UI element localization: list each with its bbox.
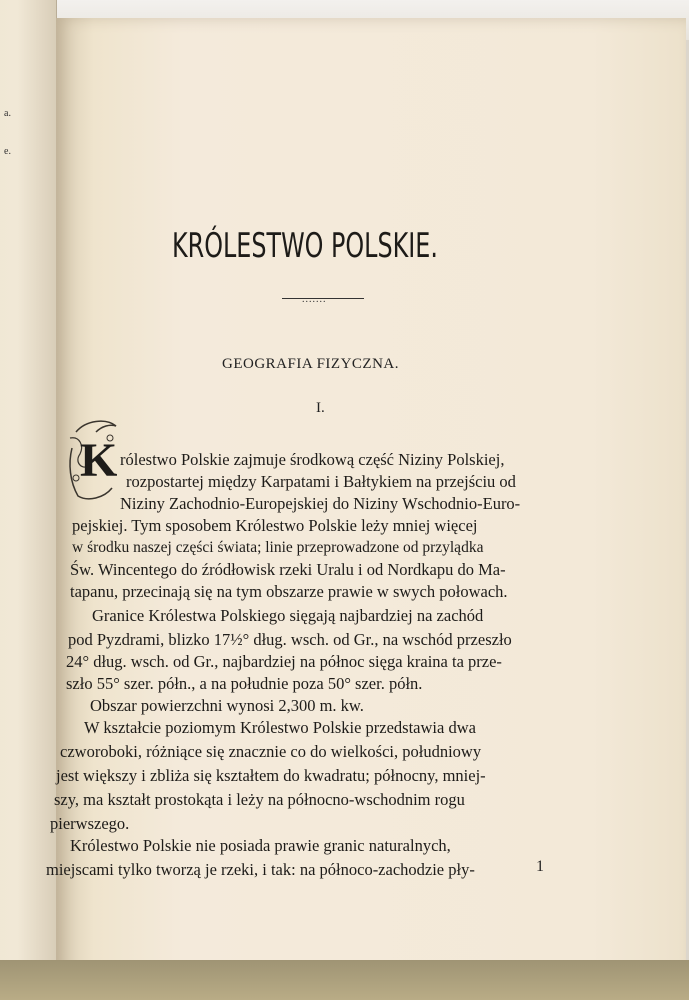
- chapter-number: I.: [316, 400, 325, 416]
- text-line: Królestwo Polskie nie posiada prawie granic naturalnych,: [70, 836, 451, 855]
- left-page-edge: [0, 0, 57, 1000]
- title-divider-dots: .......: [302, 294, 327, 305]
- left-page-mark: e.: [4, 146, 11, 157]
- left-page-mark: a.: [4, 108, 11, 119]
- text-line: miejscami tylko tworzą je rzeki, i tak: na północo-zachodzie pły-: [46, 860, 475, 879]
- text-line: pierwszego.: [50, 814, 130, 833]
- text-line: pejskiej. Tym sposobem Królestwo Polskie leży mniej więcej: [72, 516, 478, 535]
- text-line: jest większy i zbliża się kształtem do kwadratu; północny, mniej-: [56, 766, 486, 785]
- section-heading: GEOGRAFIA FIZYCZNA.: [222, 356, 400, 372]
- text-line: rozpostartej między Karpatami i Bałtykiem na przejściu od: [126, 472, 516, 491]
- text-line: szy, ma kształt prostokąta i leży na północno-wschodnim rogu: [54, 790, 465, 809]
- text-line: rólestwo Polskie zajmuje środkową część Niziny Polskiej,: [120, 450, 505, 469]
- book-cover-bottom: [0, 960, 689, 1000]
- text-line: szło 55° szer. półn., a na południe poza 50° szer. półn.: [66, 674, 423, 693]
- decorative-initial-letter: [66, 418, 120, 502]
- initial-letter: K: [80, 434, 118, 487]
- page-number: 1: [536, 858, 544, 875]
- text-line: w środku naszej części świata; linie przeprowadzone od przylądka: [72, 539, 484, 556]
- text-line: Św. Wincentego do źródłowisk rzeki Uralu i od Nordkapu do Ma-: [70, 560, 506, 579]
- text-line: Niziny Zachodnio-Europejskiej do Niziny Wschodnio-Euro-: [120, 494, 521, 513]
- text-line: czworoboki, różniące się znacznie co do wielkości, południowy: [60, 742, 482, 761]
- text-line: tapanu, przecinają się na tym obszarze prawie w swych połowach.: [70, 582, 508, 601]
- text-line: 24° dług. wsch. od Gr., najbardziej na północ sięga kraina ta prze-: [66, 652, 502, 671]
- text-line: Granice Królestwa Polskiego sięgają najbardziej na zachód: [92, 606, 484, 625]
- text-line: pod Pyzdrami, blizko 17½° dług. wsch. od Gr., na wschód przeszło: [68, 630, 512, 649]
- text-line: Obszar powierzchni wynosi 2,300 m. kw.: [90, 696, 364, 715]
- page-title: KRÓLESTWO POLSKIE.: [172, 226, 438, 266]
- text-line: W kształcie poziomym Królestwo Polskie przedstawia dwa: [84, 718, 476, 737]
